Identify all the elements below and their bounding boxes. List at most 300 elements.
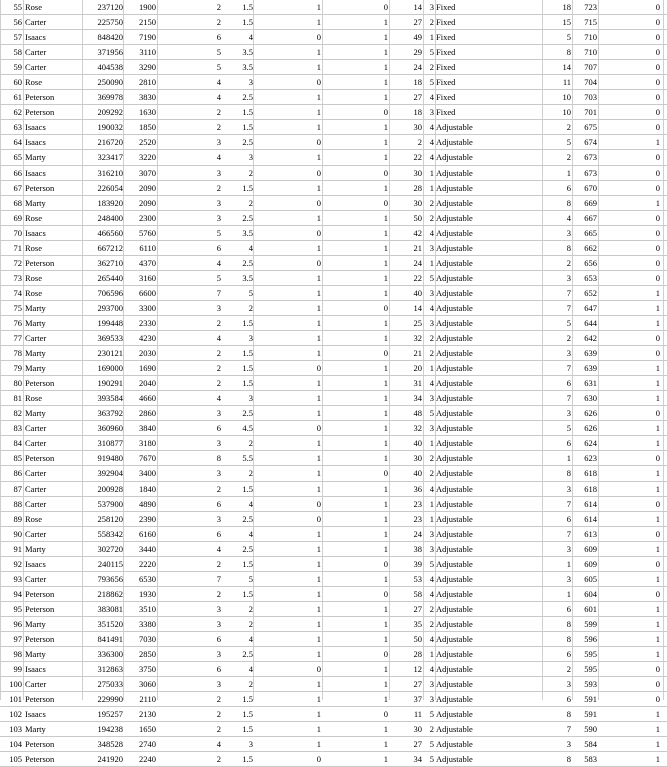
cell-flag: 1	[655, 363, 660, 374]
cell-bed: 2	[216, 378, 221, 389]
cell-floors: 2	[429, 468, 434, 479]
cell-bed: 6	[216, 32, 221, 43]
cell-score: 618	[584, 468, 597, 479]
cell-garage: 1	[316, 694, 321, 705]
cell-garage: 0	[316, 498, 321, 509]
cell-price: 316210	[97, 167, 123, 178]
cell-garage: 0	[316, 754, 321, 765]
cell-price: 323417	[97, 152, 123, 163]
cell-flag: 1	[655, 317, 660, 328]
cell-rank: 11	[562, 77, 571, 88]
cell-pool: 1	[383, 618, 388, 629]
cell-pool: 0	[383, 468, 388, 479]
cell-bed: 3	[216, 212, 221, 223]
cell-age: 30	[413, 197, 422, 208]
table-row	[0, 451, 667, 466]
cell-name: Isaacs	[25, 664, 46, 675]
cell-id: 95	[13, 603, 22, 614]
cell-flag: 1	[655, 137, 660, 148]
cell-type: Fixed	[436, 47, 456, 58]
cell-price: 383081	[97, 603, 123, 614]
cell-floors: 4	[429, 227, 434, 238]
cell-id: 64	[13, 137, 22, 148]
cell-rank: 1	[566, 558, 571, 569]
cell-age: 35	[413, 618, 422, 629]
cell-flag: 1	[655, 633, 660, 644]
cell-flag: 0	[655, 242, 660, 253]
cell-name: Rose	[25, 393, 42, 404]
cell-score: 591	[584, 694, 597, 705]
cell-floors: 4	[429, 483, 434, 494]
table-row	[0, 15, 667, 30]
cell-garage: 1	[316, 212, 321, 223]
cell-id: 100	[9, 679, 22, 690]
cell-price: 190032	[97, 122, 123, 133]
cell-name: Marty	[25, 197, 46, 208]
cell-type: Fixed	[436, 17, 456, 28]
cell-age: 48	[413, 408, 422, 419]
cell-age: 30	[413, 724, 422, 735]
cell-age: 27	[413, 603, 422, 614]
cell-price: 362710	[97, 257, 123, 268]
cell-name: Isaacs	[25, 32, 46, 43]
cell-id: 80	[13, 378, 22, 389]
cell-rank: 1	[566, 167, 571, 178]
cell-flag: 1	[655, 649, 660, 660]
cell-garage: 0	[316, 197, 321, 208]
table-row	[0, 75, 667, 90]
cell-price: 194238	[97, 724, 123, 735]
cell-bed: 2	[216, 317, 221, 328]
cell-rank: 8	[566, 197, 571, 208]
cell-garage: 0	[316, 363, 321, 374]
cell-bath: 1.5	[242, 694, 253, 705]
cell-floors: 2	[429, 453, 434, 464]
cell-price: 706596	[97, 287, 123, 298]
cell-price: 312863	[97, 664, 123, 675]
cell-id: 74	[13, 287, 22, 298]
cell-name: Peterson	[25, 694, 55, 705]
cell-rank: 7	[566, 302, 571, 313]
cell-score: 656	[584, 257, 597, 268]
cell-type: Adjustable	[436, 152, 473, 163]
cell-score: 675	[584, 122, 597, 133]
cell-sqft: 7190	[139, 32, 156, 43]
cell-flag: 0	[655, 679, 660, 690]
cell-price: 199448	[97, 317, 123, 328]
cell-name: Marty	[25, 363, 46, 374]
cell-id: 79	[13, 363, 22, 374]
cell-price: 169000	[97, 363, 123, 374]
cell-price: 310877	[97, 438, 123, 449]
cell-floors: 3	[429, 694, 434, 705]
table-row	[0, 135, 667, 150]
cell-type: Adjustable	[436, 302, 473, 313]
cell-type: Adjustable	[436, 649, 473, 660]
cell-age: 32	[413, 333, 422, 344]
cell-name: Isaacs	[25, 137, 46, 148]
cell-pool: 1	[383, 152, 388, 163]
cell-type: Adjustable	[436, 212, 473, 223]
cell-name: Peterson	[25, 603, 55, 614]
cell-name: Carter	[25, 333, 47, 344]
cell-bed: 4	[216, 257, 221, 268]
cell-garage: 1	[316, 573, 321, 584]
cell-bed: 2	[216, 17, 221, 28]
cell-score: 644	[584, 317, 597, 328]
cell-age: 22	[413, 152, 422, 163]
cell-price: 293700	[97, 302, 123, 313]
cell-rank: 2	[566, 664, 571, 675]
cell-sqft: 5760	[139, 227, 156, 238]
cell-sqft: 1850	[139, 122, 156, 133]
table-row	[0, 105, 667, 120]
cell-score: 653	[584, 272, 597, 283]
cell-bath: 1.5	[242, 558, 253, 569]
cell-flag: 1	[655, 468, 660, 479]
cell-bed: 5	[216, 47, 221, 58]
table-row	[0, 196, 667, 211]
cell-id: 59	[13, 62, 22, 73]
cell-price: 183920	[97, 197, 123, 208]
cell-score: 609	[584, 558, 597, 569]
cell-flag: 0	[655, 498, 660, 509]
cell-sqft: 3300	[139, 302, 156, 313]
cell-age: 11	[413, 709, 422, 720]
cell-id: 96	[13, 618, 22, 629]
cell-score: 626	[584, 423, 597, 434]
cell-sqft: 3070	[139, 167, 156, 178]
cell-sqft: 4890	[139, 498, 156, 509]
cell-sqft: 2520	[139, 137, 156, 148]
cell-name: Rose	[25, 272, 42, 283]
cell-age: 42	[413, 227, 422, 238]
table-row	[0, 406, 667, 421]
cell-type: Adjustable	[436, 603, 473, 614]
cell-type: Adjustable	[436, 679, 473, 690]
cell-bath: 1.5	[242, 483, 253, 494]
cell-bath: 3	[248, 77, 253, 88]
cell-garage: 1	[316, 438, 321, 449]
cell-name: Isaacs	[25, 167, 46, 178]
cell-score: 618	[584, 483, 597, 494]
cell-bed: 5	[216, 227, 221, 238]
cell-flag: 0	[655, 558, 660, 569]
cell-id: 83	[13, 423, 22, 434]
cell-sqft: 7030	[139, 633, 156, 644]
cell-sqft: 2150	[139, 17, 156, 28]
cell-age: 50	[413, 633, 422, 644]
cell-bath: 4.5	[242, 423, 253, 434]
cell-garage: 1	[316, 468, 321, 479]
cell-name: Carter	[25, 573, 47, 584]
cell-price: 237120	[97, 2, 123, 12]
cell-bed: 6	[216, 528, 221, 539]
cell-price: 265440	[97, 272, 123, 283]
cell-pool: 1	[383, 137, 388, 148]
cell-score: 583	[584, 754, 597, 765]
cell-bed: 2	[216, 754, 221, 765]
cell-sqft: 3380	[139, 618, 156, 629]
cell-price: 558342	[97, 528, 123, 539]
cell-name: Carter	[25, 498, 47, 509]
cell-score: 614	[584, 513, 597, 524]
cell-bed: 8	[216, 453, 221, 464]
cell-bed: 5	[216, 62, 221, 73]
cell-flag: 1	[655, 438, 660, 449]
cell-flag: 0	[655, 92, 660, 103]
cell-floors: 4	[429, 122, 434, 133]
cell-floors: 3	[429, 317, 434, 328]
table-row	[0, 346, 667, 361]
cell-floors: 4	[429, 588, 434, 599]
cell-flag: 0	[655, 333, 660, 344]
cell-garage: 1	[316, 724, 321, 735]
cell-bed: 2	[216, 694, 221, 705]
cell-garage: 0	[316, 32, 321, 43]
cell-garage: 1	[316, 649, 321, 660]
cell-name: Peterson	[25, 739, 55, 750]
cell-type: Adjustable	[436, 423, 473, 434]
cell-floors: 3	[429, 393, 434, 404]
cell-bath: 2.5	[242, 257, 253, 268]
cell-bath: 3	[248, 739, 253, 750]
cell-pool: 1	[383, 633, 388, 644]
cell-name: Carter	[25, 679, 47, 690]
cell-age: 25	[413, 317, 422, 328]
cell-name: Peterson	[25, 588, 55, 599]
cell-id: 60	[13, 77, 22, 88]
cell-pool: 0	[383, 2, 388, 12]
cell-name: Carter	[25, 47, 47, 58]
cell-sqft: 1900	[139, 2, 156, 12]
cell-floors: 5	[429, 408, 434, 419]
table-row	[0, 542, 667, 557]
cell-age: 40	[413, 468, 422, 479]
cell-name: Rose	[25, 2, 42, 12]
cell-floors: 2	[429, 197, 434, 208]
cell-price: 919480	[97, 453, 123, 464]
table-row	[0, 286, 667, 301]
cell-age: 24	[413, 62, 422, 73]
cell-rank: 6	[566, 694, 571, 705]
cell-bed: 3	[216, 197, 221, 208]
cell-pool: 1	[383, 694, 388, 705]
table-row	[0, 617, 667, 632]
cell-rank: 5	[566, 317, 571, 328]
cell-bath: 2.5	[242, 649, 253, 660]
cell-floors: 5	[429, 709, 434, 720]
cell-age: 50	[413, 212, 422, 223]
cell-flag: 0	[655, 408, 660, 419]
cell-rank: 10	[562, 92, 571, 103]
cell-pool: 1	[383, 603, 388, 614]
cell-flag: 1	[655, 513, 660, 524]
cell-floors: 3	[429, 528, 434, 539]
cell-bath: 2.5	[242, 92, 253, 103]
cell-pool: 1	[383, 543, 388, 554]
cell-sqft: 3220	[139, 152, 156, 163]
cell-flag: 0	[655, 2, 660, 12]
cell-floors: 5	[429, 77, 434, 88]
cell-flag: 1	[655, 739, 660, 750]
cell-garage: 1	[316, 633, 321, 644]
cell-sqft: 6160	[139, 528, 156, 539]
table-row	[0, 256, 667, 271]
cell-name: Carter	[25, 62, 47, 73]
cell-price: 302720	[97, 543, 123, 554]
cell-id: 73	[13, 272, 22, 283]
cell-age: 27	[413, 739, 422, 750]
cell-name: Rose	[25, 242, 42, 253]
cell-floors: 4	[429, 302, 434, 313]
table-row	[0, 512, 667, 527]
cell-score: 701	[584, 107, 597, 118]
cell-floors: 3	[429, 423, 434, 434]
cell-age: 32	[413, 423, 422, 434]
cell-flag: 1	[655, 724, 660, 735]
cell-age: 18	[413, 77, 422, 88]
cell-bed: 2	[216, 182, 221, 193]
cell-flag: 0	[655, 528, 660, 539]
cell-age: 22	[413, 272, 422, 283]
cell-rank: 3	[566, 408, 571, 419]
cell-type: Fixed	[436, 2, 456, 12]
cell-type: Fixed	[436, 77, 456, 88]
cell-age: 18	[413, 107, 422, 118]
cell-bed: 3	[216, 137, 221, 148]
cell-bath: 2.5	[242, 137, 253, 148]
cell-score: 595	[584, 649, 597, 660]
cell-garage: 1	[316, 558, 321, 569]
cell-type: Adjustable	[436, 137, 473, 148]
cell-id: 69	[13, 212, 22, 223]
cell-flag: 0	[655, 32, 660, 43]
cell-bed: 7	[216, 573, 221, 584]
cell-name: Carter	[25, 483, 47, 494]
cell-score: 669	[584, 197, 597, 208]
cell-sqft: 3400	[139, 468, 156, 479]
cell-pool: 1	[383, 378, 388, 389]
cell-bath: 1.5	[242, 182, 253, 193]
cell-id: 82	[13, 408, 22, 419]
cell-pool: 1	[383, 47, 388, 58]
cell-price: 466560	[97, 227, 123, 238]
cell-flag: 0	[655, 227, 660, 238]
cell-garage: 1	[316, 317, 321, 328]
cell-floors: 3	[429, 242, 434, 253]
cell-rank: 7	[566, 287, 571, 298]
cell-type: Adjustable	[436, 724, 473, 735]
cell-floors: 1	[429, 32, 434, 43]
cell-bath: 1.5	[242, 363, 253, 374]
cell-bed: 2	[216, 558, 221, 569]
cell-sqft: 4660	[139, 393, 156, 404]
cell-pool: 1	[383, 724, 388, 735]
cell-floors: 4	[429, 378, 434, 389]
cell-sqft: 1630	[139, 107, 156, 118]
table-row	[0, 587, 667, 602]
cell-floors: 5	[429, 272, 434, 283]
cell-type: Adjustable	[436, 378, 473, 389]
cell-bath: 1.5	[242, 709, 253, 720]
cell-name: Isaacs	[25, 709, 46, 720]
cell-rank: 8	[566, 709, 571, 720]
cell-flag: 1	[655, 287, 660, 298]
cell-name: Rose	[25, 212, 42, 223]
cell-bath: 3.5	[242, 62, 253, 73]
table-row	[0, 466, 667, 481]
cell-id: 90	[13, 528, 22, 539]
cell-age: 39	[413, 558, 422, 569]
cell-sqft: 3290	[139, 62, 156, 73]
cell-garage: 1	[316, 528, 321, 539]
cell-id: 66	[13, 167, 22, 178]
cell-bath: 1.5	[242, 588, 253, 599]
cell-pool: 1	[383, 272, 388, 283]
cell-bed: 5	[216, 272, 221, 283]
cell-sqft: 4230	[139, 333, 156, 344]
cell-pool: 0	[383, 302, 388, 313]
cell-bed: 2	[216, 709, 221, 720]
cell-score: 593	[584, 679, 597, 690]
cell-flag: 0	[655, 453, 660, 464]
cell-price: 258120	[97, 513, 123, 524]
cell-bed: 6	[216, 242, 221, 253]
cell-name: Carter	[25, 468, 47, 479]
cell-bed: 2	[216, 483, 221, 494]
cell-sqft: 2130	[139, 709, 156, 720]
cell-name: Isaacs	[25, 558, 46, 569]
cell-rank: 6	[566, 182, 571, 193]
cell-pool: 1	[383, 423, 388, 434]
cell-garage: 1	[316, 378, 321, 389]
cell-floors: 4	[429, 152, 434, 163]
cell-bath: 1.5	[242, 348, 253, 359]
cell-flag: 1	[655, 483, 660, 494]
cell-bath: 2.5	[242, 543, 253, 554]
cell-garage: 1	[316, 679, 321, 690]
table-row	[0, 707, 667, 722]
table-row	[0, 421, 667, 436]
cell-flag: 0	[655, 122, 660, 133]
cell-score: 614	[584, 498, 597, 509]
cell-pool: 0	[383, 649, 388, 660]
table-row	[0, 602, 667, 617]
cell-age: 37	[413, 694, 422, 705]
cell-rank: 3	[566, 272, 571, 283]
cell-garage: 0	[316, 77, 321, 88]
cell-pool: 1	[383, 32, 388, 43]
cell-rank: 8	[566, 633, 571, 644]
cell-floors: 4	[429, 664, 434, 675]
cell-rank: 10	[562, 107, 571, 118]
cell-id: 86	[13, 468, 22, 479]
cell-score: 703	[584, 92, 597, 103]
cell-flag: 0	[655, 17, 660, 28]
cell-age: 53	[413, 573, 422, 584]
cell-floors: 1	[429, 363, 434, 374]
cell-score: 662	[584, 242, 597, 253]
cell-flag: 0	[655, 272, 660, 283]
cell-bed: 3	[216, 603, 221, 614]
cell-id: 87	[13, 483, 22, 494]
cell-garage: 1	[316, 453, 321, 464]
cell-score: 631	[584, 378, 597, 389]
cell-name: Marty	[25, 302, 46, 313]
cell-floors: 3	[429, 543, 434, 554]
cell-name: Marty	[25, 348, 46, 359]
